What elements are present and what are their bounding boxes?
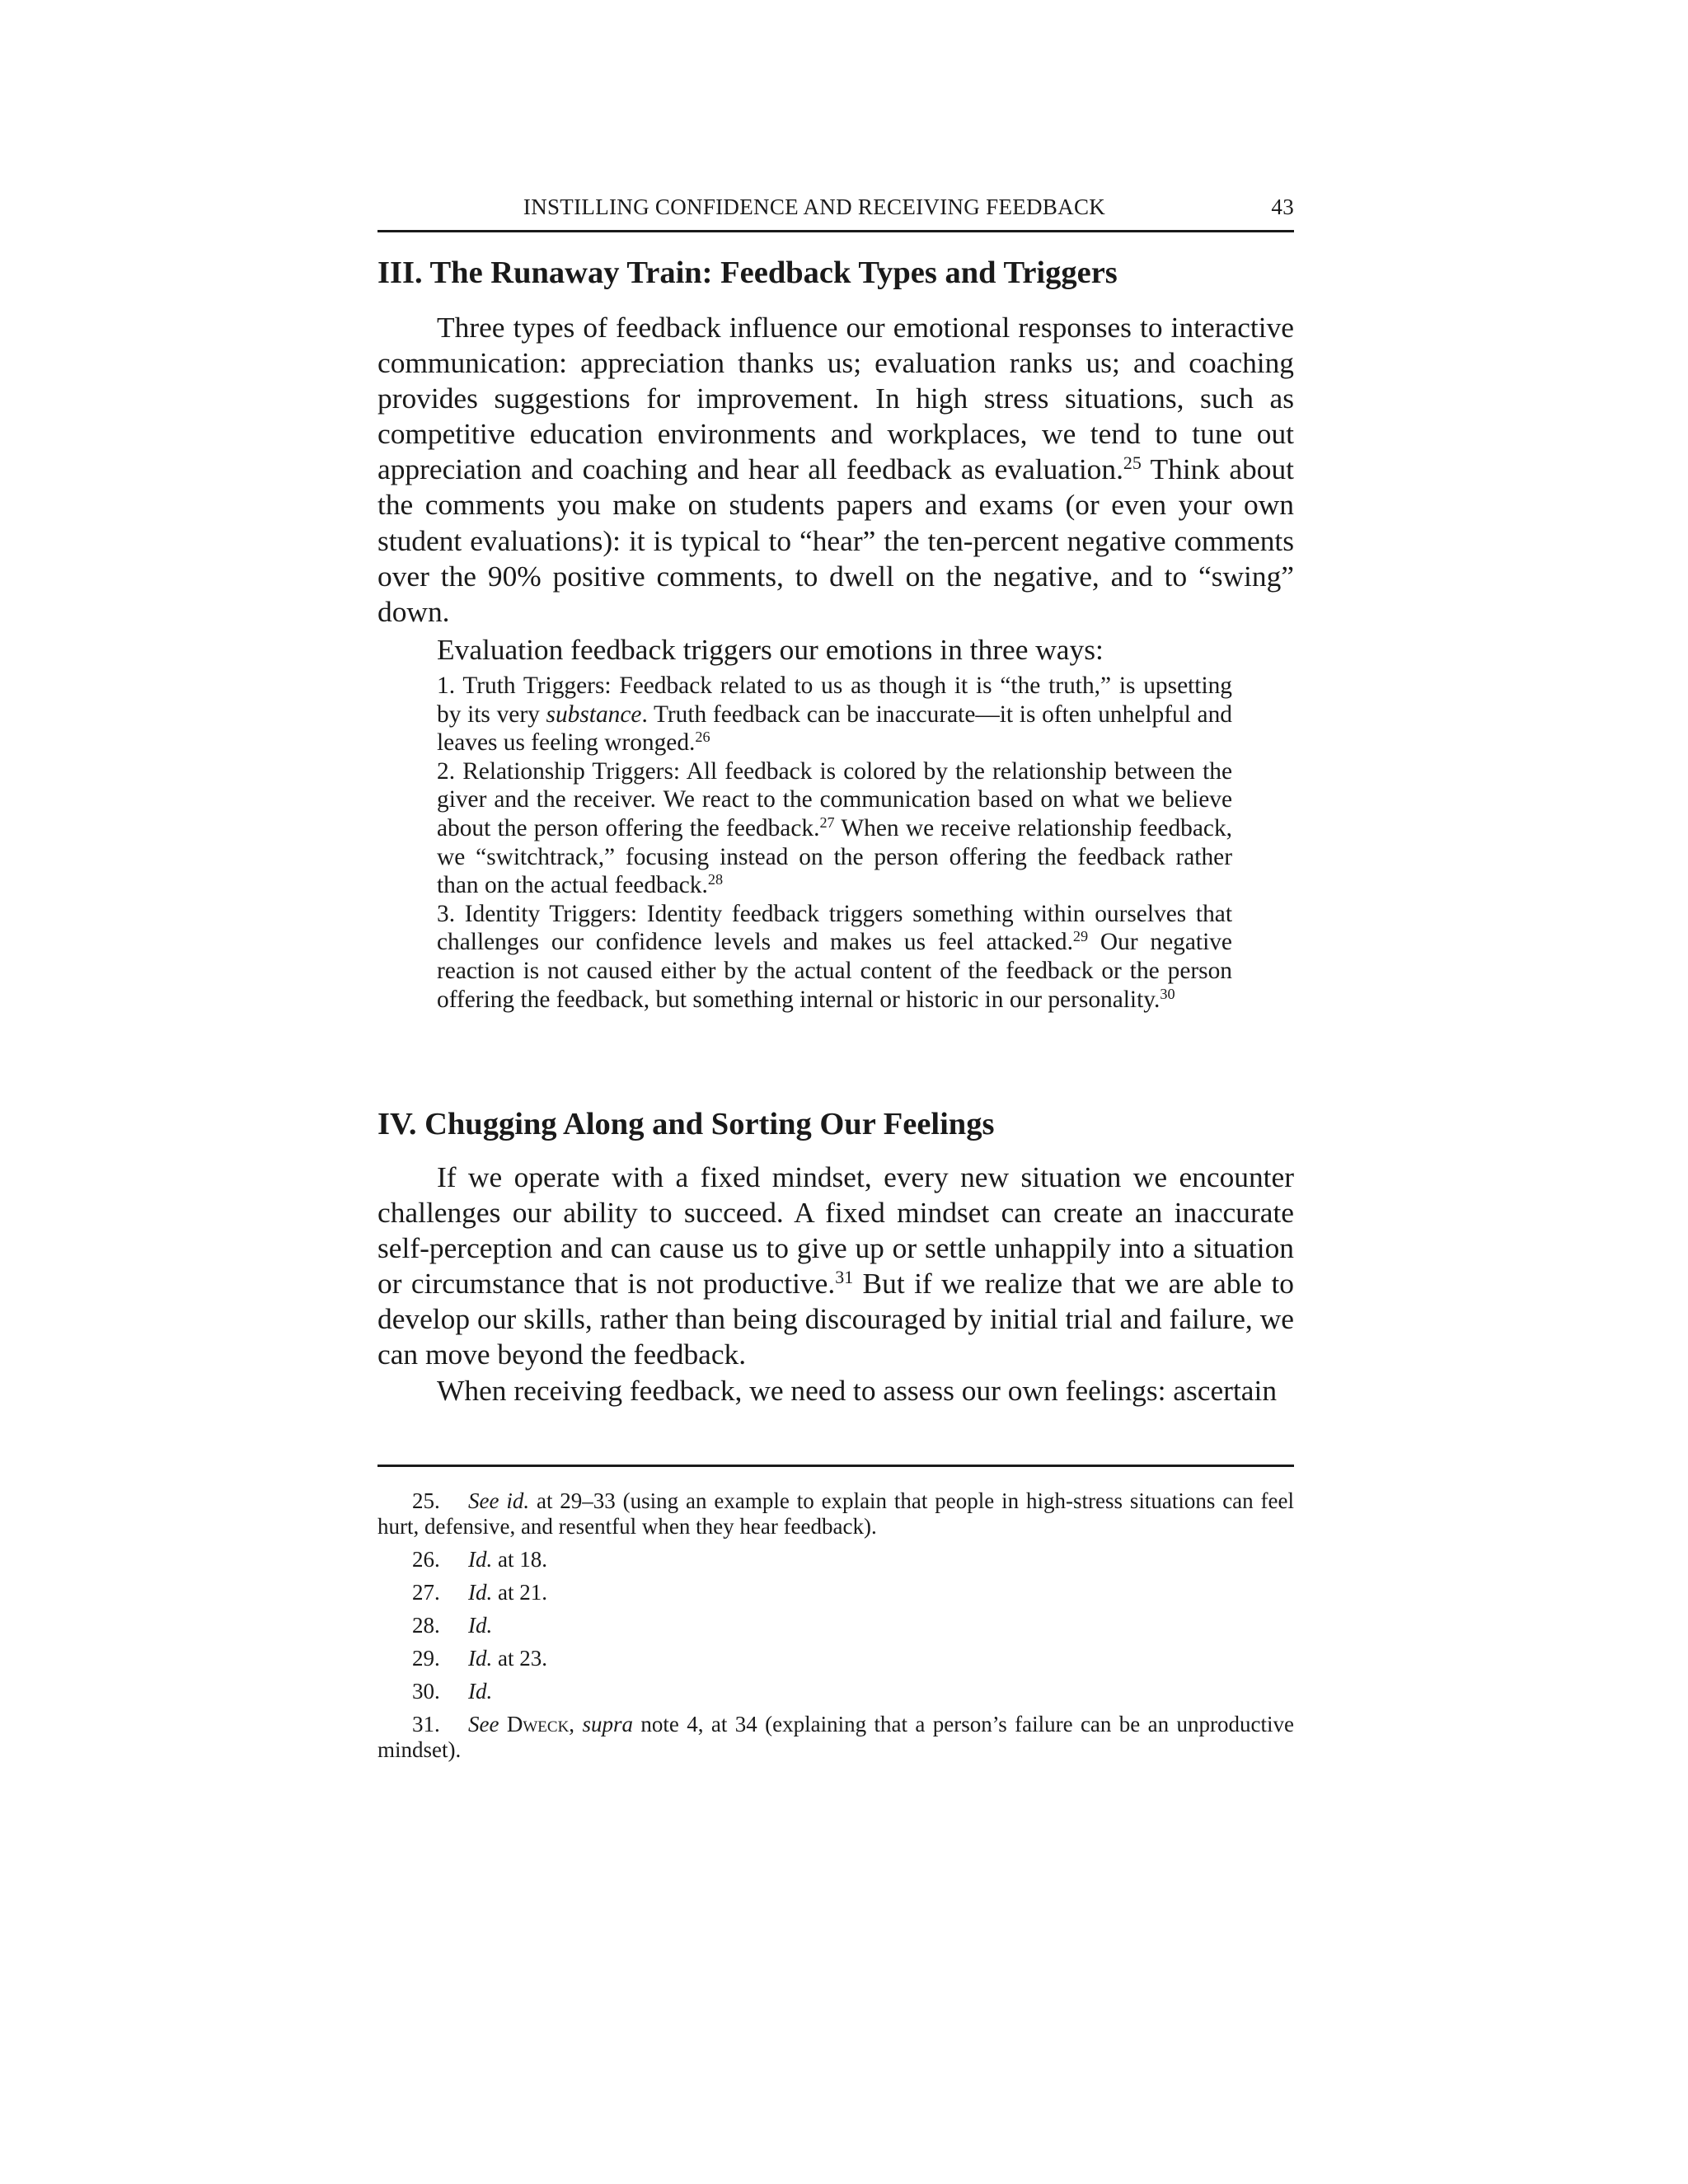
paragraph [377, 310, 1294, 630]
list-item [437, 757, 1232, 900]
footnote [377, 1646, 1294, 1671]
footnote-number: 27. [412, 1580, 440, 1605]
footnote-number: 28. [412, 1613, 440, 1638]
list-item-text: Our negative reaction is not caused either by the actual content of the feedback or the person offering the feedback, but something internal or historic in our personality. [437, 929, 1232, 1013]
footnote [377, 1488, 1294, 1540]
footnote-text: at 23. [492, 1646, 547, 1671]
citation-signal: Id. [468, 1547, 493, 1572]
section-heading-iv: IV. Chugging Along and Sorting Our Feelings [377, 1107, 995, 1141]
footnotes [377, 1488, 1294, 1770]
footnote-number: 30. [412, 1679, 440, 1704]
header-rule [377, 230, 1294, 232]
lead-in-sentence: Evaluation feedback triggers our emotions in three ways: [437, 633, 1104, 666]
paragraph-text: Three types of feedback influence our emotional responses to interactive communication: appreciation thanks us; evaluation ranks us; and coaching provides suggestions for improvement. In high stress situations, such as competitive education environments and workplaces, we tend to tune out appreciation and coaching and hear all feedback as evaluation. [377, 311, 1294, 486]
footnote-text: at 29–33 (using an example to explain that people in high-stress situations can feel hurt, defensive, and resentful when they hear feedback). [377, 1488, 1294, 1539]
footnote-number: 25. [412, 1488, 440, 1513]
paragraph-text: If we operate with a fixed mindset, every new situation we encounter challenges our ability to succeed. A fixed mindset can create an inaccurate self-perception and can cause us to give up or settle unhappily into a situation or circumstance that is not productive. [377, 1160, 1294, 1301]
list-item-text: When we receive relationship feedback, we “switchtrack,” focusing instead on the person offering the feedback rather than on the actual feedback. [437, 814, 1232, 899]
section-iv-body [377, 1160, 1294, 1408]
footnote: 31. See Dweck, supra note 4, at 34 (explaining that a person’s failure can be an unproductive mindset). [377, 1712, 1295, 1762]
footnote-ref[interactable]: 27 [819, 813, 835, 831]
footnote-ref[interactable]: 30 [1160, 985, 1175, 1002]
paragraph-text: Think about the comments you make on students papers and exams (or even your own student evaluations): it is typical to “hear” the ten-percent negative comments over the 90% positive comments, to dwell on the negative, and to “swing” down. [377, 452, 1294, 628]
footnote-number: 29. [412, 1646, 440, 1671]
footnote-number: 31. [412, 1712, 440, 1736]
footnote [377, 1547, 1294, 1572]
list-item [437, 900, 1232, 1014]
footnote [377, 1613, 1294, 1638]
running-title: INSTILLING CONFIDENCE AND RECEIVING FEEDBACK [523, 194, 1106, 219]
cited-author: Dweck [506, 1712, 570, 1736]
footnote-text: at 18. [492, 1547, 547, 1572]
footnote [377, 1679, 1294, 1704]
list-item-text: 3. Identity Triggers: Identity feedback triggers something within ourselves that challenges our confidence levels and makes us feel attacked. [437, 900, 1232, 956]
citation-signal: Id. [468, 1580, 493, 1605]
list-item-text: 1. Truth Triggers: Feedback related to us as though it is “the truth,” is upsetting by its very [437, 673, 1232, 728]
citation-signal: See id. [468, 1488, 530, 1513]
footnote-rule [377, 1465, 1294, 1467]
page-number: 43 [1271, 194, 1294, 219]
list-item [437, 672, 1232, 757]
footnote-ref[interactable]: 25 [1123, 452, 1142, 474]
section-heading-iii: III. The Runaway Train: Feedback Types and Triggers [377, 255, 1118, 290]
footnote-ref[interactable]: 28 [707, 871, 724, 888]
trigger-list [437, 672, 1232, 1014]
citation-signal: Id. [468, 1613, 493, 1638]
footnote-ref[interactable]: 31 [835, 1267, 854, 1288]
emphasis-text: substance [546, 701, 642, 728]
paragraph [377, 1160, 1294, 1373]
section-iii-body [377, 310, 1294, 630]
citation-signal: See [468, 1712, 499, 1736]
footnote-number: 26. [412, 1547, 440, 1572]
footnote-ref[interactable]: 26 [695, 729, 710, 746]
citation-supra: supra [582, 1712, 633, 1736]
footnote [377, 1580, 1294, 1605]
list-item-text: 2. Relationship Triggers: All feedback is colored by the relationship between the giver and the receiver. We react to the communication based on what we believe about the person offering the feedback. [437, 757, 1232, 841]
running-header [377, 194, 1294, 227]
footnote-text: at 21. [492, 1580, 547, 1605]
paragraph: When receiving feedback, we need to assess our own feelings: ascertain [437, 1373, 1278, 1407]
footnote-text: note 4, at 34 (explaining that a person’s failure can be an unproductive mindset). [377, 1712, 1295, 1762]
footnote-ref[interactable]: 29 [1072, 928, 1089, 945]
citation-signal: Id. [468, 1679, 493, 1704]
list-item-text: . Truth feedback can be inaccurate—it is often unhelpful and leaves us feeling wronged. [437, 701, 1232, 757]
citation-signal: Id. [468, 1646, 493, 1671]
paragraph-text: But if we realize that we are able to develop our skills, rather than being discouraged by initial trial and failure, we can move beyond the feedback. [377, 1267, 1294, 1371]
